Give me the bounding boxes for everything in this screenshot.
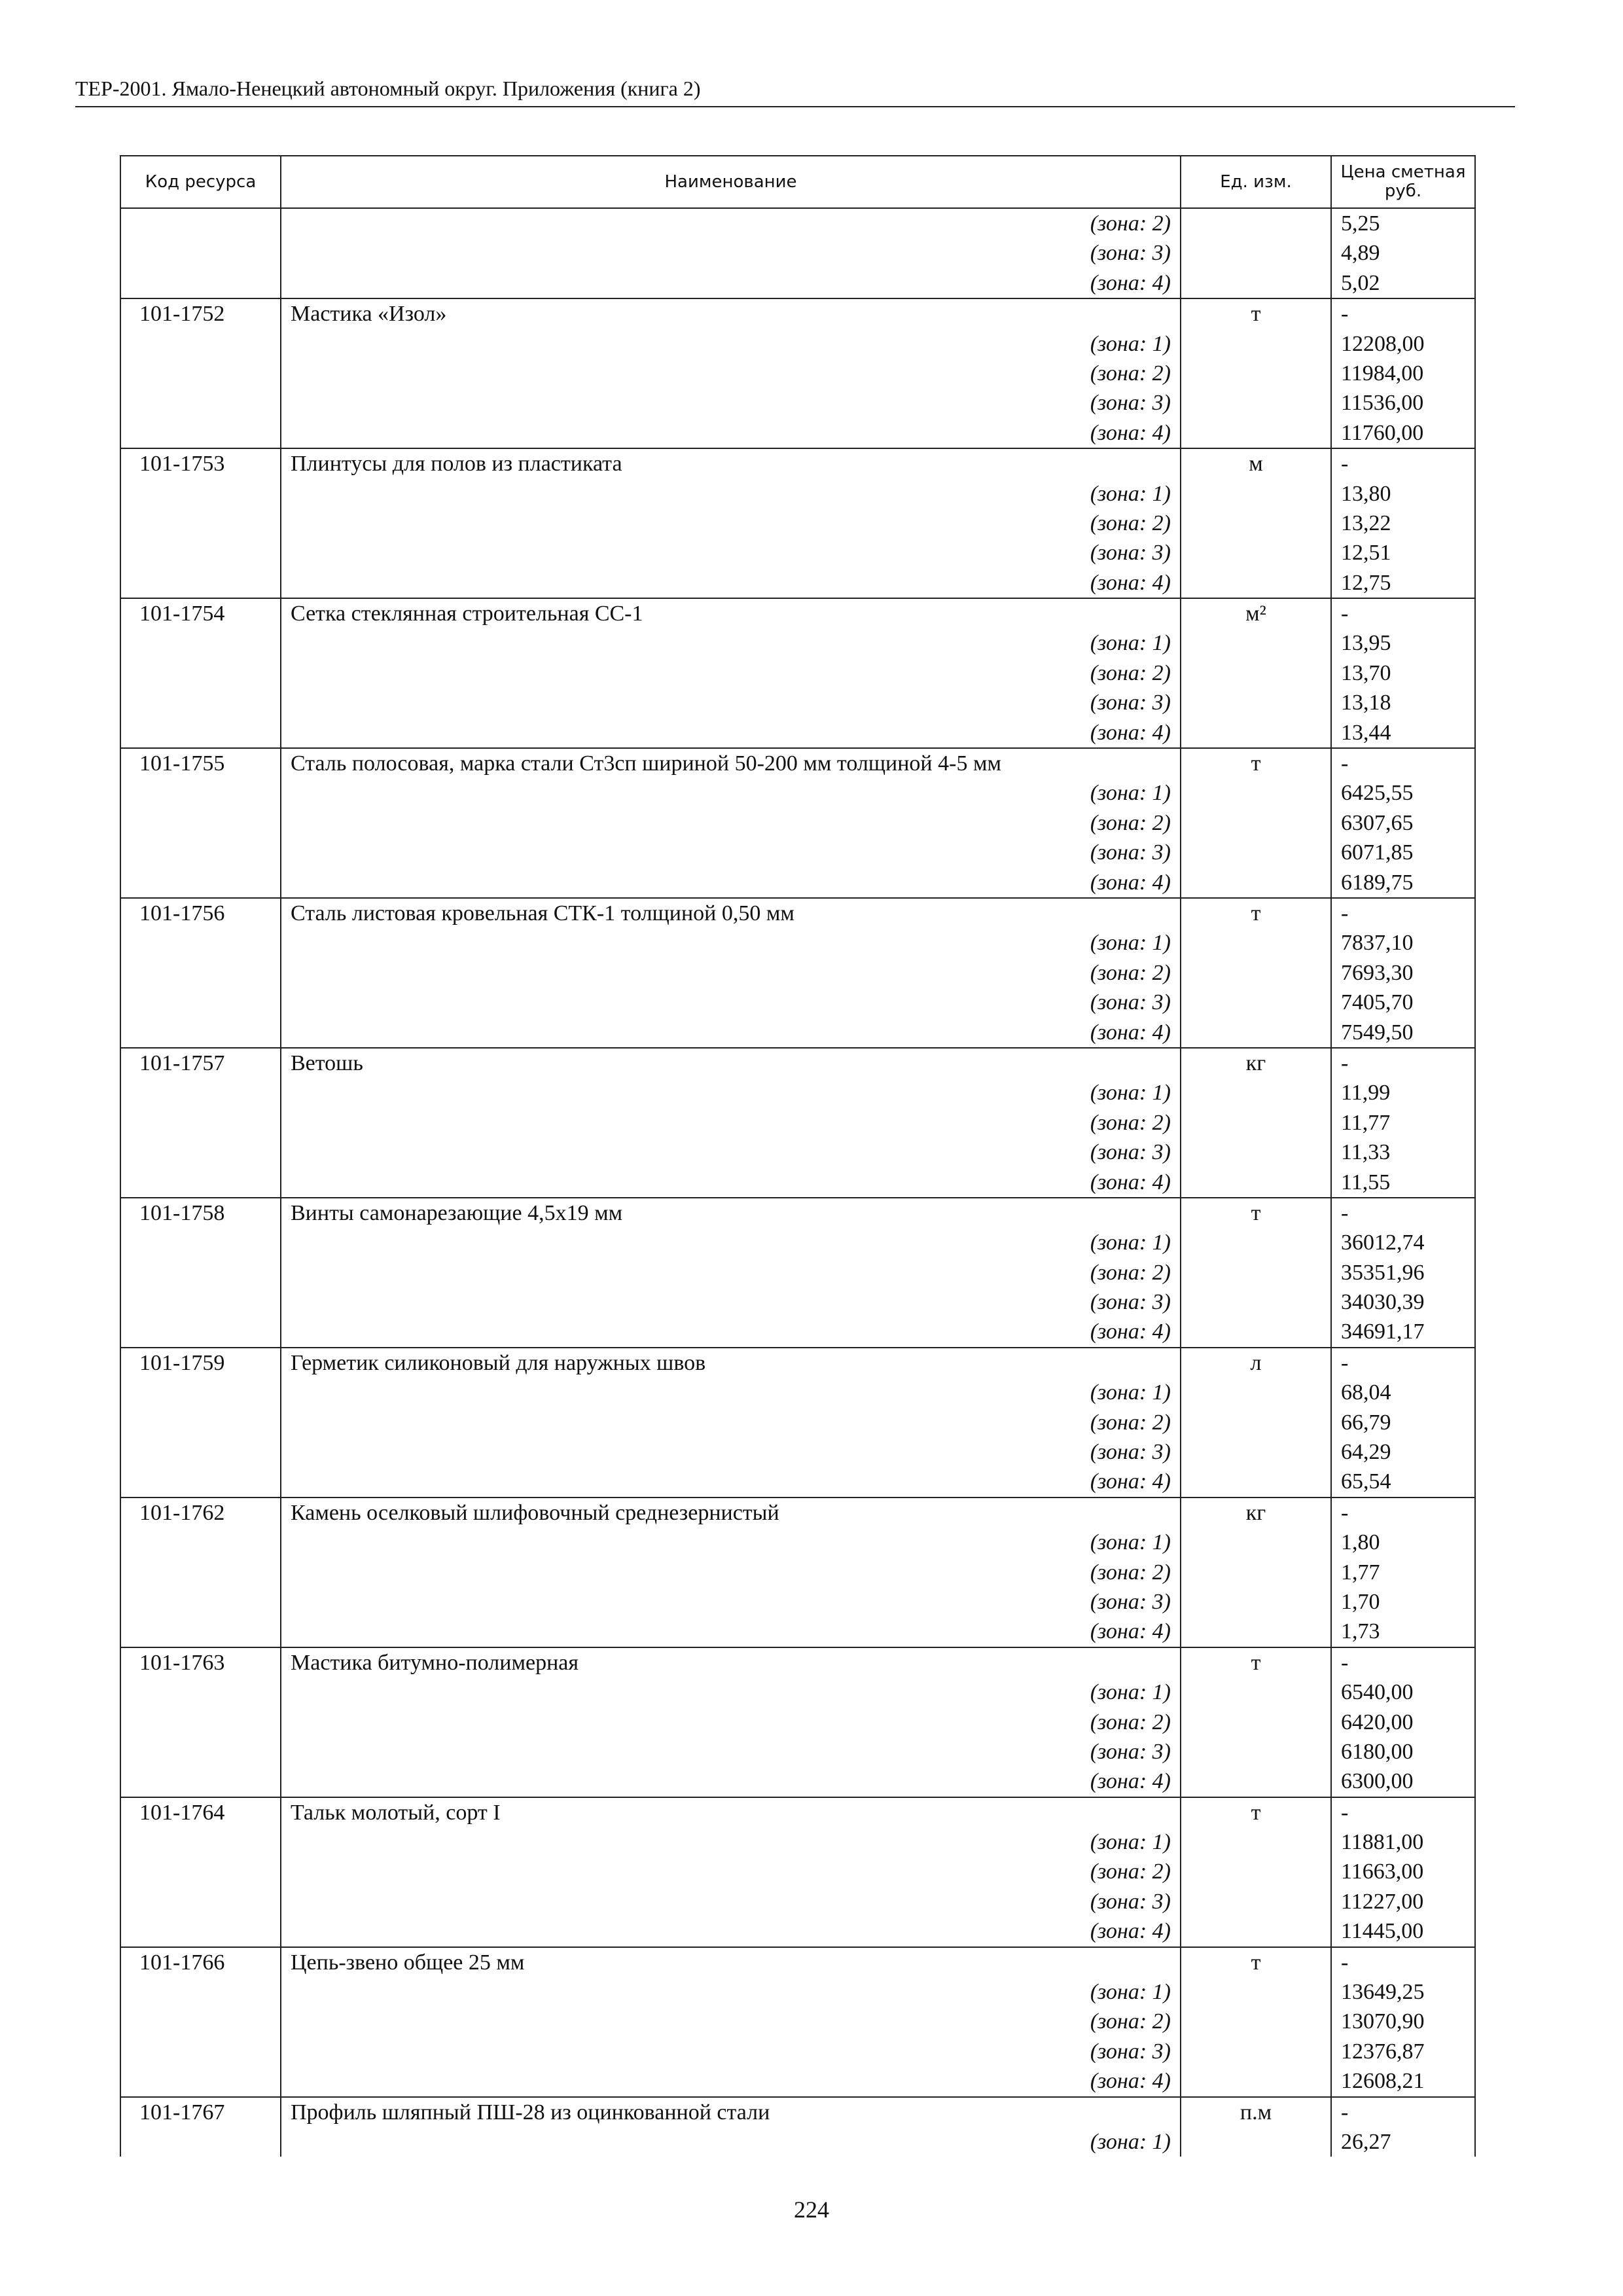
table-row [120,1647,1475,1797]
price-value: 66,79 [1341,1410,1391,1435]
price-cell [1331,1048,1475,1198]
unit-cell [1181,208,1331,298]
name-cell [281,1348,1181,1498]
resource-code: 101-1759 [139,1350,225,1375]
unit-cell [1181,1198,1331,1348]
resource-name: Сталь листовая кровельная СТК-1 толщиной 0,50 мм [291,901,794,925]
resource-name: Камень оселковый шлифовочный среднезернистый [291,1500,779,1525]
zone-label: (зона: 1) [1090,1530,1171,1555]
zone-label: (зона: 2) [1090,660,1171,685]
price-cell [1331,748,1475,898]
resource-code: 101-1762 [139,1500,225,1525]
price-value: 6180,00 [1341,1739,1414,1764]
price-value: - [1341,1500,1349,1525]
zone-label: (зона: 3) [1090,990,1171,1015]
zone-label: (зона: 3) [1090,1290,1171,1315]
unit-value: кг [1245,1050,1266,1075]
code-cell [120,1198,281,1348]
price-cell [1331,208,1475,298]
zone-label: (зона: 1) [1090,931,1171,956]
unit-cell [1181,448,1331,598]
price-value: 11,33 [1341,1140,1391,1165]
zone-label: (зона: 4) [1090,1319,1171,1344]
unit-cell [1181,748,1331,898]
price-value: - [1341,1650,1349,1675]
unit-value: п.м [1240,2100,1272,2125]
price-cell [1331,898,1475,1048]
table-row [120,2097,1475,2157]
unit-cell [1181,898,1331,1048]
price-value: 12,75 [1341,570,1391,595]
price-value: 1,73 [1341,1619,1380,1644]
resource-code: 101-1755 [139,751,225,776]
zone-label: (зона: 3) [1090,1739,1171,1764]
name-cell [281,598,1181,748]
zone-label: (зона: 2) [1090,810,1171,835]
name-cell [281,748,1181,898]
zone-label: (зона: 3) [1090,1889,1171,1914]
unit-cell [1181,298,1331,448]
zone-label: (зона: 1) [1090,2130,1171,2154]
unit-value: кг [1245,1500,1266,1525]
price-value: 11760,00 [1341,420,1424,445]
header-price: Цена сметная руб. [1331,156,1475,208]
price-value: - [1341,452,1349,476]
zone-label: (зона: 4) [1090,720,1171,745]
price-value: 6307,65 [1341,810,1414,835]
name-cell [281,1198,1181,1348]
price-value: 11881,00 [1341,1830,1424,1855]
unit-cell [1181,1348,1331,1498]
zone-label: (зона: 4) [1090,570,1171,595]
price-value: - [1341,601,1349,626]
code-cell [120,1947,281,2097]
zone-label: (зона: 1) [1090,1380,1171,1405]
unit-value: л [1250,1350,1262,1375]
price-cell [1331,1198,1475,1348]
resource-name: Профиль шляпный ПШ-28 из оцинкованной стали [291,2100,770,2125]
code-cell [120,448,281,598]
zone-label: (зона: 2) [1090,1260,1171,1285]
code-cell [120,298,281,448]
price-value: - [1341,1350,1349,1375]
price-value: 6420,00 [1341,1710,1414,1734]
zone-label: (зона: 3) [1090,2039,1171,2064]
zone-label: (зона: 2) [1090,1710,1171,1734]
price-value: 12208,00 [1341,331,1425,356]
price-cell [1331,298,1475,448]
zone-label: (зона: 2) [1090,1110,1171,1135]
price-value: - [1341,1050,1349,1075]
resource-name: Герметик силиконовый для наружных швов [291,1350,706,1375]
price-value: 4,89 [1341,241,1380,266]
code-cell [120,748,281,898]
header-unit: Ед. изм. [1181,156,1331,208]
table-row [120,898,1475,1048]
price-value: 12376,87 [1341,2039,1425,2064]
zone-label: (зона: 2) [1090,2009,1171,2034]
price-value: 65,54 [1341,1469,1391,1494]
zone-label: (зона: 3) [1090,541,1171,565]
resource-code: 101-1753 [139,452,225,476]
price-value: 35351,96 [1341,1260,1425,1285]
price-value: 11663,00 [1341,1859,1424,1884]
price-value: 36012,74 [1341,1230,1425,1255]
zone-label: (зона: 1) [1090,781,1171,806]
price-value: 68,04 [1341,1380,1391,1405]
price-value: 11,77 [1341,1110,1391,1135]
name-cell [281,1947,1181,2097]
zone-label: (зона: 1) [1090,481,1171,506]
zone-label: (зона: 4) [1090,1619,1171,1644]
zone-label: (зона: 1) [1090,1980,1171,2005]
table-row [120,1198,1475,1348]
price-value: 13,80 [1341,481,1391,506]
unit-value: т [1251,1800,1261,1825]
price-value: 11,55 [1341,1170,1391,1194]
zone-label: (зона: 3) [1090,1589,1171,1614]
resource-name: Плинтусы для полов из пластиката [291,452,622,476]
price-value: 6300,00 [1341,1769,1414,1794]
code-cell [120,208,281,298]
zone-label: (зона: 4) [1090,2069,1171,2094]
zone-label: (зона: 1) [1090,331,1171,356]
table-row [120,1947,1475,2097]
price-value: 5,02 [1341,270,1380,295]
zone-label: (зона: 2) [1090,1410,1171,1435]
resource-name: Сталь полосовая, марка стали Ст3сп шириной 50-200 мм толщиной 4-5 мм [291,751,1001,776]
zone-label: (зона: 4) [1090,1469,1171,1494]
code-cell [120,1048,281,1198]
resource-price-table [120,155,1476,2157]
resource-code: 101-1758 [139,1200,225,1225]
price-cell [1331,2097,1475,2157]
zone-label: (зона: 2) [1090,1560,1171,1585]
table-row-continued [120,208,1475,298]
price-value: 34030,39 [1341,1290,1425,1315]
zone-label: (зона: 3) [1090,1140,1171,1165]
unit-cell [1181,1048,1331,1198]
name-cell [281,1797,1181,1947]
code-cell [120,1647,281,1797]
unit-value: т [1251,1200,1261,1225]
zone-label: (зона: 2) [1090,960,1171,985]
zone-label: (зона: 1) [1090,1830,1171,1855]
zone-label: (зона: 4) [1090,1919,1171,1944]
zone-label: (зона: 4) [1090,270,1171,295]
table-row [120,1348,1475,1498]
price-value: 13,44 [1341,720,1391,745]
unit-cell [1181,2097,1331,2157]
name-cell [281,1647,1181,1797]
price-value: - [1341,1950,1349,1975]
price-value: - [1341,901,1349,925]
price-cell [1331,1797,1475,1947]
unit-value: м [1249,452,1263,476]
zone-label: (зона: 2) [1090,211,1171,236]
zone-label: (зона: 1) [1090,1081,1171,1105]
zone-label: (зона: 4) [1090,420,1171,445]
table-body [120,208,1475,2157]
unit-cell [1181,1498,1331,1647]
price-value: 11984,00 [1341,361,1424,386]
name-cell [281,208,1181,298]
unit-cell [1181,1647,1331,1797]
resource-name: Сетка стеклянная строительная СС-1 [291,601,643,626]
unit-value: т [1251,302,1261,327]
price-value: 26,27 [1341,2130,1391,2154]
resource-name: Цепь-звено общее 25 мм [291,1950,525,1975]
price-value: 13,18 [1341,691,1391,715]
price-value: - [1341,2100,1349,2125]
zone-label: (зона: 4) [1090,1769,1171,1794]
resource-code: 101-1752 [139,302,225,327]
price-value: 11,99 [1341,1081,1391,1105]
price-value: 1,77 [1341,1560,1380,1585]
table-row [120,748,1475,898]
price-value: 7405,70 [1341,990,1414,1015]
resource-code: 101-1754 [139,601,225,626]
price-cell [1331,598,1475,748]
price-value: 12,51 [1341,541,1391,565]
zone-label: (зона: 3) [1090,241,1171,266]
price-value: 7837,10 [1341,931,1414,956]
zone-label: (зона: 1) [1090,631,1171,656]
unit-value: т [1251,1650,1261,1675]
price-value: 11445,00 [1341,1919,1424,1944]
zone-label: (зона: 3) [1090,840,1171,865]
zone-label: (зона: 2) [1090,511,1171,535]
unit-cell [1181,1947,1331,2097]
price-value: 7549,50 [1341,1020,1414,1045]
zone-label: (зона: 1) [1090,1680,1171,1705]
name-cell [281,298,1181,448]
resource-code: 101-1766 [139,1950,225,1975]
zone-label: (зона: 2) [1090,1859,1171,1884]
resource-name: Мастика битумно-полимерная [291,1650,579,1675]
resource-code: 101-1764 [139,1800,225,1825]
table-row [120,1048,1475,1198]
price-value: 6071,85 [1341,840,1414,865]
resource-name: Ветошь [291,1050,363,1075]
zone-label: (зона: 1) [1090,1230,1171,1255]
price-value: 6540,00 [1341,1680,1414,1705]
price-value: 34691,17 [1341,1319,1425,1344]
price-value: - [1341,1200,1349,1225]
code-cell [120,1348,281,1498]
header-name: Наименование [281,156,1181,208]
price-value: 12608,21 [1341,2069,1425,2094]
code-cell [120,598,281,748]
table-row [120,1797,1475,1947]
unit-cell [1181,598,1331,748]
resource-code: 101-1767 [139,2100,225,2125]
price-value: 13,70 [1341,660,1391,685]
name-cell [281,898,1181,1048]
price-value: 5,25 [1341,211,1380,236]
zone-label: (зона: 4) [1090,1020,1171,1045]
resource-name: Мастика «Изол» [291,302,447,327]
price-cell [1331,448,1475,598]
resource-name: Тальк молотый, сорт I [291,1800,501,1825]
price-value: 11227,00 [1341,1889,1424,1914]
page-header [75,73,1515,107]
unit-value: т [1251,1950,1261,1975]
price-value: 11536,00 [1341,391,1424,416]
price-value: 1,70 [1341,1589,1380,1614]
price-value: 6425,55 [1341,781,1414,806]
name-cell [281,1048,1181,1198]
price-cell [1331,1498,1475,1647]
unit-value: м² [1245,601,1266,626]
code-cell [120,1797,281,1947]
price-cell [1331,1348,1475,1498]
table-row [120,598,1475,748]
header-code: Код ресурса [120,156,281,208]
price-value: 13,95 [1341,631,1391,656]
resource-name: Винты самонарезающие 4,5х19 мм [291,1200,623,1225]
name-cell [281,1498,1181,1647]
code-cell [120,898,281,1048]
price-value: 13649,25 [1341,1980,1425,2005]
resource-code: 101-1757 [139,1050,225,1075]
resource-code: 101-1756 [139,901,225,925]
price-value: 1,80 [1341,1530,1380,1555]
name-cell [281,448,1181,598]
zone-label: (зона: 3) [1090,691,1171,715]
price-value: 13,22 [1341,511,1391,535]
code-cell [120,1498,281,1647]
document-title: ТЕР-2001. Ямало-Ненецкий автономный округ. Приложения (книга 2) [75,77,701,100]
zone-label: (зона: 3) [1090,1440,1171,1465]
unit-cell [1181,1797,1331,1947]
unit-value: т [1251,751,1261,776]
price-value: - [1341,751,1349,776]
resource-code: 101-1763 [139,1650,225,1675]
price-value: 13070,90 [1341,2009,1425,2034]
table-row [120,1498,1475,1647]
unit-value: т [1251,901,1261,925]
table-row [120,298,1475,448]
price-value: 6189,75 [1341,870,1414,895]
zone-label: (зона: 3) [1090,391,1171,416]
table-header-row [120,156,1475,208]
code-cell [120,2097,281,2157]
price-value: 64,29 [1341,1440,1391,1465]
price-cell [1331,1647,1475,1797]
price-value: - [1341,302,1349,327]
zone-label: (зона: 2) [1090,361,1171,386]
price-cell [1331,1947,1475,2097]
name-cell [281,2097,1181,2157]
zone-label: (зона: 4) [1090,870,1171,895]
price-value: 7693,30 [1341,960,1414,985]
price-value: - [1341,1800,1349,1825]
table-row [120,448,1475,598]
zone-label: (зона: 4) [1090,1170,1171,1194]
page-number: 224 [794,2197,829,2223]
